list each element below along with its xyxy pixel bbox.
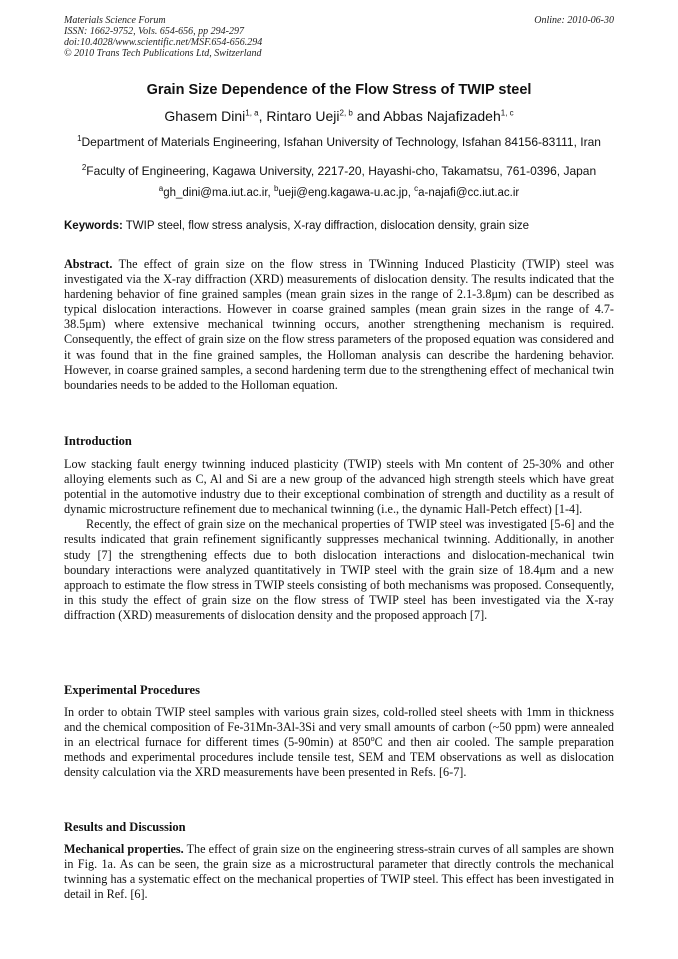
affiliation-1	[64, 135, 614, 150]
affiliation-marker: 1	[77, 134, 82, 143]
affiliation-text: Department of Materials Engineering, Isfahan University of Technology, Isfahan 84156-83111, Iran	[81, 135, 601, 149]
author-separator: ,	[258, 108, 267, 124]
paper-title: Grain Size Dependence of the Flow Stress of TWIP steel	[146, 82, 532, 98]
affiliation-marker: 2	[81, 163, 87, 172]
degree-marker: o	[370, 734, 375, 744]
author-affiliation-marker: 1, a	[245, 108, 259, 118]
abstract-text: The effect of grain size on the flow stress in TWinning Induced Plasticity (TWIP) steel was investigated via the X-ray diffraction (XRD) measurements of dislocation density. The results indicated that the hardening behavior of fine grained samples (mean grain sizes in the range of 2.1-3.8μm) can be described as typical dislocation interactions. However in coarse grained samples (mean grain sizes in the range of 4.7-38.5μm) where extensive mechanical twinning occurs, another strengthening mechanism is required. Consequently, the effect of grain size on the flow stress parameters of the proposed equation was considered and it was found that in the fine grained samples, the Holloman analysis can describe the hardening behavior. However, in coarse grained samples, a second hardening term due to the strengthening effect of mechanical twin boundaries needs to be added to the Holloman equation.	[64, 257, 614, 392]
abstract-label: Abstract.	[64, 257, 113, 271]
results-body	[64, 842, 614, 902]
affiliation-2	[64, 164, 614, 179]
results-text: The effect of grain size on the engineering stress-strain curves of all samples are shown in Fig. 1a. As can be seen, the grain size as a microstructural parameter that directly controls the mechanical twinning has a systematic effect on the mechanical properties of TWIP steel. This effect has been investigated in detail in Ref. [6].	[64, 842, 614, 902]
author-name: Ghasem Dini	[164, 108, 246, 124]
experimental-body	[64, 705, 614, 780]
author-separator: and	[352, 108, 384, 124]
author-affiliation-marker: 1, c	[500, 108, 514, 118]
introduction-heading: Introduction	[64, 434, 132, 448]
keywords-label: Keywords:	[64, 220, 123, 232]
abstract	[64, 257, 614, 393]
author-name: Abbas Najafizadeh	[383, 108, 501, 124]
issn-line: ISSN: 1662-9752, Vols. 654-656, pp 294-297	[64, 26, 244, 37]
email-marker: b	[273, 184, 279, 194]
author-affiliation-marker: 2, b	[339, 108, 353, 118]
introduction-paragraph-2: Recently, the effect of grain size on the mechanical properties of TWIP steel was investigated [5-6] and the results indicated that grain refinement significantly suppresses mechanical twinning. Additionally, in another study [7] the strengthening effects due to both dislocation interactions and dislocation-mechanical twin boundary interactions were analyzed quantitatively in TWIP steel with the grain size of 18.4μm and a new approach to estimate the flow stress in TWIP steels consisting of both mechanisms was proposed. Consequently, in this study the effect of grain size on the flow stress of TWIP steel has been investigated via the X-ray diffraction (XRD) measurements of dislocation density and the proposed approach [7].	[64, 517, 614, 622]
experimental-text-a: In order to obtain TWIP steel samples with various grain sizes, cold-rolled steel sheets with 1mm in thickness and the chemical composition of Fe-31Mn-3Al-3Si and very small amounts of carbon (~50 ppm) were annealed in an electrical furnace for different times (5-90min) at 850	[64, 705, 614, 750]
copyright-line: © 2010 Trans Tech Publications Ltd, Switzerland	[64, 48, 262, 59]
email-marker: c	[414, 184, 419, 194]
introduction-body	[64, 457, 614, 623]
journal-name: Materials Science Forum	[64, 15, 166, 26]
email-address: a-najafi@cc.iut.ac.ir	[418, 187, 520, 199]
email-list	[0, 184, 678, 199]
introduction-paragraph-1: Low stacking fault energy twinning induced plasticity (TWIP) steels with Mn content of 25-30% and other alloying elements such as C, Al and Si are a new group of the advanced high strength steels which have great potential in the automotive industry due to their exceptional combination of strength and ductility as a result of dynamic microstructure refinement due to mechanical twinning (i.e., the dynamic Hall-Petch effect) [1-4].	[64, 457, 614, 517]
results-subheading: Mechanical properties.	[64, 842, 184, 856]
email-address: ueji@eng.kagawa-u.ac.jp,	[278, 187, 415, 199]
experimental-text-b: C and then air cooled. The sample preparation methods and experimental procedures include tensile test, SEM and TEM observations as well as dislocation density calculation via the XRD measurements have been presented in Refs. [6-7].	[64, 735, 614, 780]
email-marker: a	[158, 184, 164, 194]
journal-header	[64, 15, 262, 59]
email-address: gh_dini@ma.iut.ac.ir,	[163, 187, 274, 199]
online-date: Online: 2010-06-30	[534, 15, 614, 26]
affiliation-text: Faculty of Engineering, Kagawa University, 2217-20, Hayashi-cho, Takamatsu, 761-0396, Japan	[86, 164, 597, 178]
experimental-heading: Experimental Procedures	[64, 683, 200, 697]
author-list	[0, 108, 678, 124]
keywords-text: TWIP steel, flow stress analysis, X-ray diffraction, dislocation density, grain size	[122, 220, 530, 232]
keywords	[64, 220, 624, 232]
author-name: Rintaro Ueji	[266, 108, 340, 124]
results-heading: Results and Discussion	[64, 820, 186, 834]
doi-line: doi:10.4028/www.scientific.net/MSF.654-656.294	[64, 37, 263, 48]
